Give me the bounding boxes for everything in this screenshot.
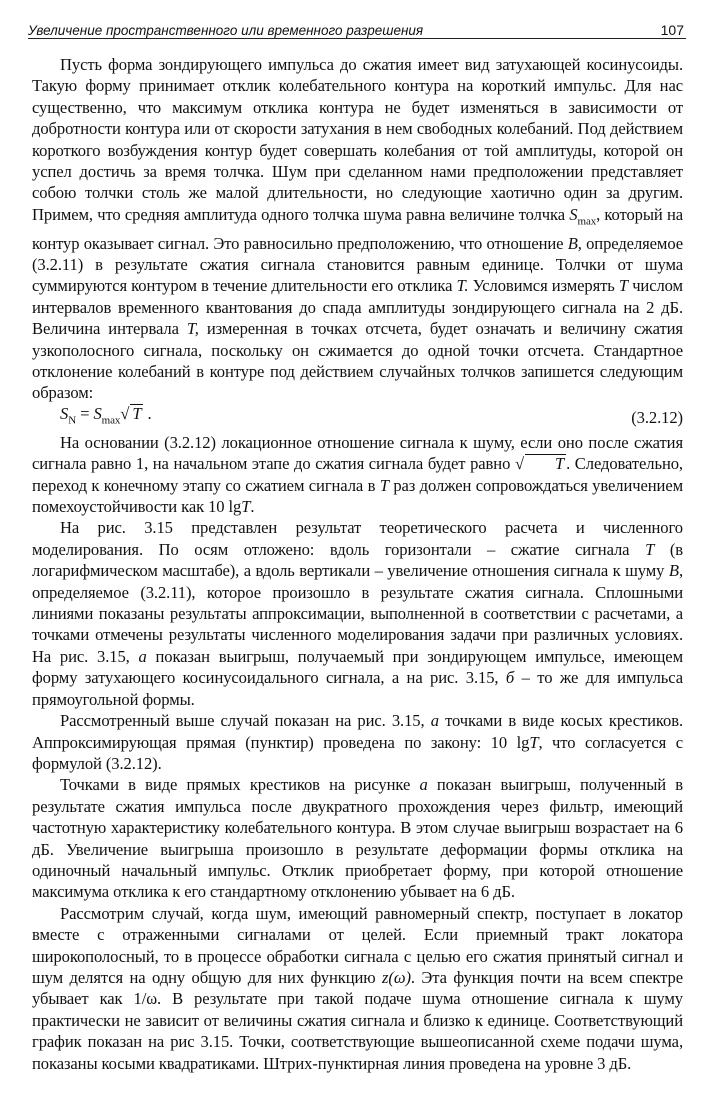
formula-expression: $S_N = S_{max}√$ T . <box>60 404 152 427</box>
page-number: 107 <box>660 22 684 38</box>
formula-3-2-12 <box>32 405 683 431</box>
running-header <box>28 16 686 39</box>
paragraph-3: На рис. 3.15 представлен результат теоретического расчета и численного моделирования. По осям отложено: вдоль горизонтали – сжатие сигнала T (в логарифмическом масштабе), а вдоль вертикали – увеличение отношения сигнала к шуму B, определяемое (3.2.11), которое произошло в результате сжатия сигнала. Сплошными линиями показаны результаты аппроксимации, выполненной в соответствии с расчетами, а точками отмечены результаты численного моделирования задачи при различных условиях. На рис. 3.15, а показан выигрыш, получаемый при зондирующем импульсе, имеющем форму затухающего косинусоидального сигнала, а на рис. 3.15, б – то же для импульса прямоугольной формы. <box>32 518 683 709</box>
paragraph-5: Точками в виде прямых крестиков на рисунке а показан выигрыш, полученный в результате сжатия импульса после двукратного прохождения через фильтр, имеющий частотную характеристику колебательного контура. В этом случае выигрыш возрастает на 6 дБ. Увеличение выигрыша произошло в результате деформации формы отклика на одиночный начальный импульс. Отклик приобретает форму, при которой отношение максимума отклика к его стандартному отклонению убывает на 6 дБ. <box>32 775 683 902</box>
paragraph-6: Рассмотрим случай, когда шум, имеющий равномерный спектр, поступает в локатор вместе с отраженными сигналами от целей. Если приемный тракт локатора широкополосный, то в процессе обработки сигнала с целью его сжатия принятый сигнал и шум делятся на одну общую для них функцию z(ω). Эта функция почти на всем спектре убывает как 1/ω. В результате при такой подаче шума отношение сигнала к шуму практически не зависит от величины сжатия сигнала и близко к единице. Соответствующий график показан на рис 3.15. Точки, соответствующие вышеописанной схеме подачи шума, показаны косыми квадратиками. Штрих-пунктирная линия проведена на уровне 3 дБ. <box>32 903 683 1073</box>
paragraph-4: Рассмотренный выше случай показан на рис. 3.15, а точками в виде косых крестиков. Аппроксимирующая прямая (пунктир) проведена по закону: 10 lgT, что согласуется с формулой (3.2.12). <box>32 711 683 773</box>
body-text <box>32 54 683 1074</box>
equation-number: (3.2.12) <box>631 408 683 428</box>
paragraph-2: На основании (3.2.12) локационное отношение сигнала к шуму, если оно после сжатия сигнала равно 1, на начальном этапе до сжатия сигнала будет равно √ T . Следовательно, переход к конечному этапу со сжатием сигнала в T раз должен сопровождаться увеличением помехоустойчивости как 10 lgT. <box>32 432 683 517</box>
paragraph-1: Пусть форма зондирующего импульса до сжатия имеет вид затухающей косинусоиды. Такую форму принимает отклик колебательного контура на короткий импульс. Для нас существенно, что максимум отклика контура не будет изменяться в зависимости от добротности контура или от скорости затухания в нем свободных колебаний. Под действием короткого возбуждения контур будет совершать колебания от той амплитуды, которой он успел достичь за время толчка. Шум при сделанном нами предположении представляет собою толчки столь же малой длительности, но следующие хаотично один за другим. Примем, что средняя амплитуда одного толчка шума равна величине толчка $S_{max}$, который на контур оказывает сигнал. Это равносильно предположению, что отношение B, определяемое (3.2.11) в результате сжатия сигнала становится равным единице. Толчки от шума суммируются контуром в течение длительности его отклика T. Условимся измерять T числом интервалов временного квантования до спада амплитуды зондирующего сигнала на 2 дБ. Величина интервала T, измеренная в точках отсчета, будет означать и величину сжатия узкополосного сигнала, поскольку он сжимается до одной точки отсчета. Стандартное отклонение колебаний в контуре под действием случайных толчков запишется следующим образом: <box>32 55 683 403</box>
running-title: Увеличение пространственного или временного разрешения <box>28 23 424 38</box>
